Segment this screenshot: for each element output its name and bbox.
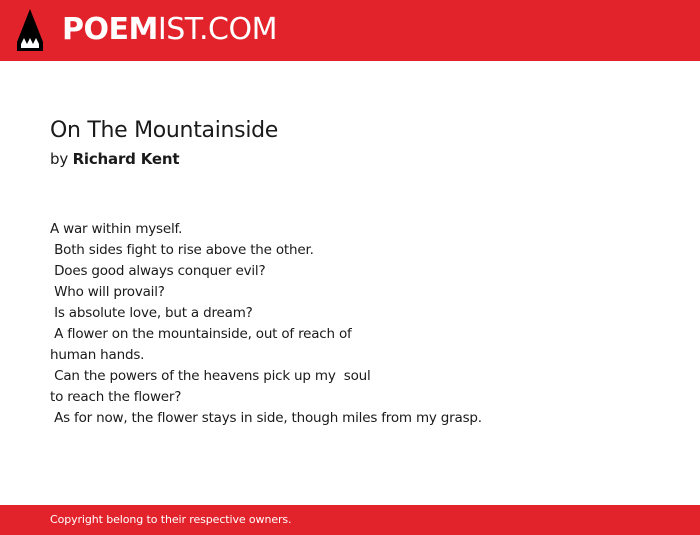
poem-line: Who will provail?	[50, 284, 165, 300]
poem-line: A war within myself.	[50, 221, 183, 237]
poem-byline	[50, 149, 179, 169]
poem-line: Is absolute love, but a dream?	[50, 305, 253, 321]
poem-line: Both sides fight to rise above the other.	[50, 242, 314, 258]
poem-line: Does good always conquer evil?	[50, 263, 266, 279]
pencil-tip-icon[interactable]	[17, 9, 43, 51]
logo-bold-text: POEM	[62, 12, 158, 47]
poem-line: A flower on the mountainside, out of reach of	[50, 326, 352, 342]
poem-body	[50, 219, 650, 429]
logo-light-text: IST.COM	[157, 12, 277, 47]
by-label: by	[50, 150, 68, 168]
poem-line: to reach the flower?	[50, 389, 182, 405]
site-header	[0, 0, 700, 61]
copyright-notice: Copyright belong to their respective owners.	[50, 513, 292, 526]
site-footer	[0, 505, 700, 535]
site-logo[interactable]	[62, 12, 277, 48]
poem-line: As for now, the flower stays in side, though miles from my grasp.	[50, 410, 482, 426]
poem-author: Richard Kent	[72, 150, 180, 168]
poem-title: On The Mountainside	[50, 118, 279, 143]
poem-line: human hands.	[50, 347, 145, 363]
poem-line: Can the powers of the heavens pick up my soul	[50, 368, 371, 384]
